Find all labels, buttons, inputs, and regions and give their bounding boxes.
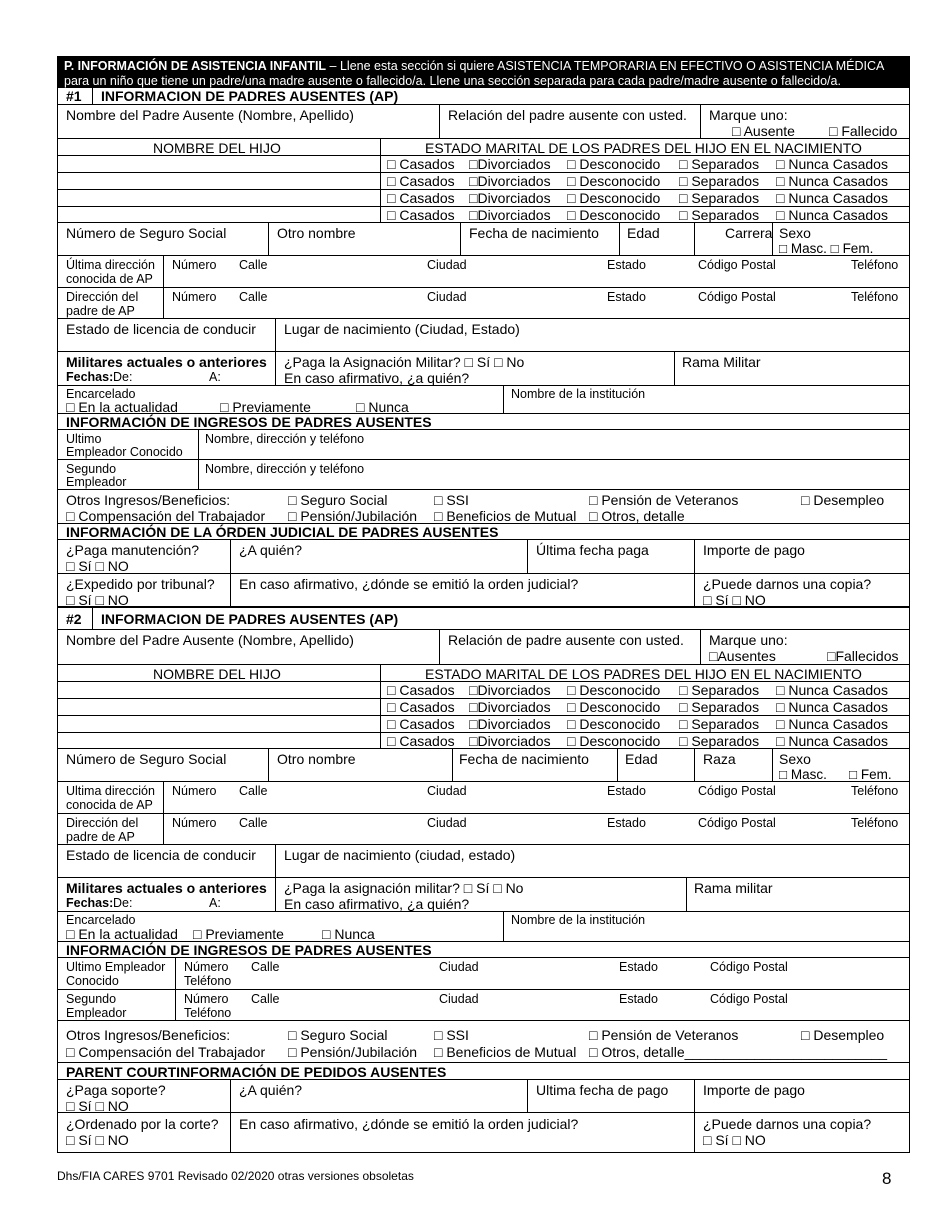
ap2-employer1-label: Ultimo Empleador	[66, 960, 166, 974]
ap1-other-name-label: Otro nombre	[277, 225, 356, 241]
ap2-court-title-row	[57, 1063, 910, 1080]
ap1-relation-label: Relación del padre ausente con usted.	[448, 107, 687, 123]
separados-checkbox[interactable]: □ Separados	[679, 156, 760, 172]
pension-checkbox[interactable]: □ Pensión/Jubilación	[288, 1044, 418, 1060]
street-label: Calle	[239, 784, 268, 798]
ap2-parent-address-row	[57, 814, 910, 845]
ap1-military-branch-label: Rama Militar	[682, 354, 761, 370]
desconocido-checkbox[interactable]: □ Desconocido	[567, 156, 661, 172]
unemployment-checkbox[interactable]: □ Desempleo	[801, 1027, 885, 1043]
ap2-name-row	[57, 630, 910, 665]
nunca-casados-checkbox[interactable]: □ Nunca Casados	[776, 699, 888, 715]
ap2-court-ordered-checkboxes[interactable]: □ Sí □ NO	[66, 1132, 129, 1148]
ap2-incarcerated-never-checkbox[interactable]: □ Nunca	[322, 926, 375, 942]
ap1-name-row	[57, 105, 910, 139]
ap1-payment-amount-label: Importe de pago	[703, 542, 805, 558]
ap1-dob-label: Fecha de nacimiento	[469, 225, 599, 241]
ap2-military-title: Militares actuales o anteriores	[66, 880, 267, 896]
ap1-incarcerated-now-checkbox[interactable]: □ En la actualidad	[66, 399, 178, 415]
desconocido-checkbox[interactable]: □ Desconocido	[567, 733, 661, 749]
ap2-military-allotment-question[interactable]: ¿Paga la asignación militar? □ Sí □ No	[284, 880, 524, 896]
casados-checkbox[interactable]: □ Casados	[387, 716, 455, 732]
ap1-employer2-row	[57, 460, 910, 490]
ap1-number: #1	[66, 88, 82, 104]
ap1-employer2-label-2: Empleador	[66, 475, 127, 489]
nunca-casados-checkbox[interactable]: □ Nunca Casados	[776, 173, 888, 189]
desconocido-checkbox[interactable]: □ Desconocido	[567, 699, 661, 715]
zip-label: Código Postal	[698, 784, 776, 798]
divorciados-checkbox[interactable]: □Divorciados	[469, 156, 551, 172]
ap2-employer1-row	[57, 958, 910, 990]
separados-checkbox[interactable]: □ Separados	[679, 173, 760, 189]
child-support-form	[57, 56, 910, 1153]
ap1-last-address-label: Última dirección	[66, 258, 155, 272]
mutual-benefits-checkbox[interactable]: □ Beneficios de Mutual	[434, 508, 577, 524]
zip-label: Código Postal	[698, 290, 776, 304]
separados-checkbox[interactable]: □ Separados	[679, 207, 760, 223]
ap1-marital-header: ESTADO MARITAL DE LOS PADRES DEL HIJO EN EL NACIMIENTO	[425, 140, 862, 156]
ap1-employer1-info-label: Nombre, dirección y teléfono	[205, 432, 365, 446]
ap1-income-title-row	[57, 414, 910, 430]
ap2-court-order-row	[57, 1113, 910, 1153]
section-title: P. INFORMACIÓN DE ASISTENCIA INFANTIL	[64, 59, 327, 73]
number-label: Número	[172, 784, 217, 798]
ap1-fallecido-checkbox[interactable]: □ Fallecido	[829, 123, 898, 139]
phone-label: Teléfono	[851, 290, 899, 304]
city-label: Ciudad	[427, 816, 467, 830]
ap1-children-table	[57, 139, 910, 223]
separados-checkbox[interactable]: □ Separados	[679, 733, 760, 749]
city-label: Ciudad	[427, 290, 467, 304]
ap2-military-branch-label: Rama militar	[694, 880, 773, 896]
ap1-parent-address-label-2: padre de AP	[66, 304, 135, 318]
ap1-other-income-row	[57, 490, 910, 524]
mutual-benefits-checkbox[interactable]: □ Beneficios de Mutual	[434, 1044, 577, 1060]
ap1-pays-support-checkboxes[interactable]: □ Sí □ NO	[66, 558, 129, 574]
page-number: 8	[882, 1169, 892, 1188]
ap2-employer1-label-2: Conocido	[66, 974, 119, 988]
ap1-incarcerated-never-checkbox[interactable]: □ Nunca	[356, 399, 409, 415]
ap1-employer1-label-2: Empleador Conocido	[66, 445, 183, 459]
divorciados-checkbox[interactable]: □Divorciados	[469, 190, 551, 206]
ap1-last-address-row	[57, 256, 910, 288]
ap1-employer2-info-label: Nombre, dirección y teléfono	[205, 462, 365, 476]
ap1-military-allotment-question[interactable]: ¿Paga la Asignación Militar? □ Sí □ No	[284, 354, 525, 370]
street-label: Calle	[251, 960, 280, 974]
ap2-children-table	[57, 665, 910, 749]
ap2-dob-label: Fecha de nacimiento	[459, 751, 589, 767]
social-security-checkbox[interactable]: □ Seguro Social	[288, 492, 388, 508]
workers-comp-checkbox[interactable]: □ Compensación del Trabajador	[66, 508, 266, 524]
ap1-incarcerated-previously-checkbox[interactable]: □ Previamente	[220, 399, 311, 415]
ap1-sex-checkboxes[interactable]: □ Masc. □ Fem.	[779, 241, 874, 256]
ap2-name-label: Nombre del Padre Ausente (Nombre, Apellido)	[66, 632, 354, 648]
ap1-institution-label: Nombre de la institución	[511, 387, 646, 401]
ap2-to-whom-label: ¿A quién?	[239, 1082, 303, 1098]
ap1-other-income-label: Otros Ingresos/Beneficios:	[66, 492, 231, 508]
casados-checkbox[interactable]: □ Casados	[387, 207, 455, 223]
ap1-incarcerated-label: Encarcelado	[66, 387, 136, 401]
ap2-pays-support-label: ¿Paga soporte?	[66, 1082, 166, 1098]
ssi-checkbox[interactable]: □ SSI	[434, 1027, 469, 1043]
casados-checkbox[interactable]: □ Casados	[387, 682, 455, 698]
ap1-race-label: Carrera	[725, 225, 773, 241]
ap2-copy-label: ¿Puede darnos una copia?	[703, 1116, 872, 1132]
ap2-number: #2	[66, 611, 82, 627]
ap2-incarcerated-row	[57, 912, 910, 942]
zip-label: Código Postal	[710, 960, 788, 974]
ap1-to-whom-label: ¿A quién?	[239, 542, 303, 558]
ap1-copy-checkboxes[interactable]: □ Sí □ NO	[703, 592, 766, 608]
ap2-relation-label: Relación de padre ausente con usted.	[448, 632, 684, 648]
dates-label: Fechas:	[66, 896, 114, 910]
ap1-court-title: INFORMACIÓN DE LA ÓRDEN JUDICIAL DE PADRES AUSENTES	[66, 524, 499, 540]
casados-checkbox[interactable]: □ Casados	[387, 190, 455, 206]
social-security-checkbox[interactable]: □ Seguro Social	[288, 1027, 388, 1043]
unemployment-checkbox[interactable]: □ Desempleo	[801, 492, 885, 508]
desconocido-checkbox[interactable]: □ Desconocido	[567, 173, 661, 189]
number-label: Número	[184, 960, 229, 974]
ap2-ausente-checkbox[interactable]: □Ausentes	[709, 648, 776, 664]
ap2-ssn-label: Número de Seguro Social	[66, 751, 227, 767]
nunca-casados-checkbox[interactable]: □ Nunca Casados	[776, 207, 888, 223]
casados-checkbox[interactable]: □ Casados	[387, 173, 455, 189]
ap1-name-label: Nombre del Padre Ausente (Nombre, Apellido)	[66, 107, 354, 123]
separados-checkbox[interactable]: □ Separados	[679, 190, 760, 206]
phone-label: Teléfono	[851, 784, 899, 798]
ap1-court-issued-checkboxes[interactable]: □ Sí □ NO	[66, 592, 129, 608]
ap1-child-name-header: NOMBRE DEL HIJO	[153, 140, 281, 156]
ap1-employer2-label: Segundo	[66, 462, 117, 476]
desconocido-checkbox[interactable]: □ Desconocido	[567, 716, 661, 732]
pension-checkbox[interactable]: □ Pensión/Jubilación	[288, 508, 418, 524]
zip-label: Código Postal	[698, 816, 776, 830]
ap2-pays-support-checkboxes[interactable]: □ Sí □ NO	[66, 1098, 129, 1114]
divorciados-checkbox[interactable]: □Divorciados	[469, 173, 551, 189]
casados-checkbox[interactable]: □ Casados	[387, 699, 455, 715]
ap2-title: INFORMACION DE PADRES AUSENTES (AP)	[101, 611, 399, 627]
phone-label: Teléfono	[851, 258, 899, 272]
divorciados-checkbox[interactable]: □Divorciados	[469, 699, 551, 715]
city-label: Ciudad	[439, 992, 479, 1006]
dates-label: Fechas:	[66, 370, 114, 384]
number-label: Número	[172, 290, 217, 304]
nunca-casados-checkbox[interactable]: □ Nunca Casados	[776, 190, 888, 206]
state-label: Estado	[607, 784, 646, 798]
street-label: Calle	[251, 992, 280, 1006]
ap2-license-row	[57, 845, 910, 878]
section-header	[57, 56, 910, 88]
ap2-support-payment-row	[57, 1080, 910, 1113]
ap1-title: INFORMACION DE PADRES AUSENTES (AP)	[101, 88, 399, 104]
casados-checkbox[interactable]: □ Casados	[387, 733, 455, 749]
veterans-pension-checkbox[interactable]: □ Pensión de Veteranos	[589, 1027, 739, 1043]
ap1-court-where-label: En caso afirmativo, ¿dónde se emitió la orden judicial?	[239, 576, 579, 592]
divorciados-checkbox[interactable]: □Divorciados	[469, 733, 551, 749]
ap2-male-checkbox[interactable]: □ Masc.	[779, 767, 827, 782]
ap2-copy-checkboxes[interactable]: □ Sí □ NO	[703, 1132, 766, 1148]
state-label: Estado	[607, 816, 646, 830]
ap2-birthplace-label: Lugar de nacimiento (ciudad, estado)	[284, 847, 516, 863]
street-label: Calle	[239, 290, 268, 304]
ap2-title-row	[57, 608, 910, 630]
ap1-employer1-label: Ultimo	[66, 432, 102, 446]
other-income-checkbox[interactable]: □ Otros, detalle__________________________	[589, 508, 888, 524]
ap1-license-label: Estado de licencia de conducir	[66, 321, 256, 337]
ap2-other-income-label: Otros Ingresos/Beneficios:	[66, 1027, 231, 1043]
ap2-ssn-row	[57, 749, 910, 782]
separados-checkbox[interactable]: □ Separados	[679, 699, 760, 715]
ap2-race-label: Raza	[703, 751, 736, 767]
casados-checkbox[interactable]: □ Casados	[387, 156, 455, 172]
veterans-pension-checkbox[interactable]: □ Pensión de Veteranos	[589, 492, 739, 508]
ap2-payment-amount-label: Importe de pago	[703, 1082, 805, 1098]
phone-label: Teléfono	[184, 974, 232, 988]
state-label: Estado	[607, 258, 646, 272]
desconocido-checkbox[interactable]: □ Desconocido	[567, 682, 661, 698]
ap1-birthplace-label: Lugar de nacimiento (Ciudad, Estado)	[284, 321, 520, 337]
section-instructions-line2: para un niño que tiene un padre/una madre ausente o fallecido/a. Llene una sección separada para cada padre/madre ausente o fallecido/a.	[64, 74, 841, 88]
ap1-last-address-label-2: conocida de AP	[66, 272, 153, 286]
workers-comp-checkbox[interactable]: □ Compensación del Trabajador	[66, 1044, 266, 1060]
number-label: Número	[184, 992, 229, 1006]
ap2-income-title: INFORMACIÓN DE INGRESOS DE PADRES AUSENTES	[66, 942, 432, 958]
to-label: A:	[209, 370, 221, 384]
ap1-court-order-row	[57, 574, 910, 608]
ap2-age-label: Edad	[625, 751, 658, 767]
ap1-age-label: Edad	[627, 225, 660, 241]
ap2-sex-label: Sexo	[779, 751, 811, 767]
ssi-checkbox[interactable]: □ SSI	[434, 492, 469, 508]
from-label: De:	[113, 896, 133, 910]
ap2-female-checkbox[interactable]: □ Fem.	[849, 767, 892, 782]
street-label: Calle	[239, 816, 268, 830]
nunca-casados-checkbox[interactable]: □ Nunca Casados	[776, 716, 888, 732]
state-label: Estado	[619, 992, 658, 1006]
ap2-employer2-row	[57, 990, 910, 1021]
ap1-court-issued-label: ¿Expedido por tribunal?	[66, 576, 215, 592]
nunca-casados-checkbox[interactable]: □ Nunca Casados	[776, 156, 888, 172]
phone-label: Teléfono	[184, 1006, 232, 1020]
ap2-marital-header: ESTADO MARITAL DE LOS PADRES DEL HIJO EN EL NACIMIENTO	[425, 666, 862, 682]
separados-checkbox[interactable]: □ Separados	[679, 682, 760, 698]
form-footer: Dhs/FIA CARES 9701 Revisado 02/2020 otras versiones obsoletas	[57, 1169, 414, 1183]
ap1-copy-label: ¿Puede darnos una copia?	[703, 576, 872, 592]
from-label: De:	[113, 370, 133, 384]
ap1-military-to-whom: En caso afirmativo, ¿a quién?	[284, 370, 470, 386]
ap2-last-address-label-2: conocida de AP	[66, 798, 153, 812]
nunca-casados-checkbox[interactable]: □ Nunca Casados	[776, 733, 888, 749]
ap2-other-income-row	[57, 1021, 910, 1063]
divorciados-checkbox[interactable]: □Divorciados	[469, 682, 551, 698]
section-instructions: – Llene esta sección si quiere ASISTENCIA TEMPORARIA EN EFECTIVO O ASISTENCIA MÉDICA	[326, 59, 885, 73]
ap1-employer1-row	[57, 430, 910, 460]
ap2-incarcerated-previously-checkbox[interactable]: □ Previamente	[193, 926, 284, 942]
ap2-child-name-header: NOMBRE DEL HIJO	[153, 666, 281, 682]
ap2-last-paid-label: Ultima fecha de pago	[536, 1082, 669, 1098]
ap2-court-title: PARENT COURTINFORMACIÓN DE PEDIDOS AUSENTES	[66, 1064, 447, 1080]
ap1-ausente-checkbox[interactable]: □ Ausente	[732, 123, 795, 139]
ap2-parent-address-label: Dirección del	[66, 816, 139, 830]
divorciados-checkbox[interactable]: □Divorciados	[469, 207, 551, 223]
number-label: Número	[172, 258, 217, 272]
state-label: Estado	[607, 290, 646, 304]
ap1-court-title-row	[57, 524, 910, 540]
nunca-casados-checkbox[interactable]: □ Nunca Casados	[776, 682, 888, 698]
to-label: A:	[209, 896, 221, 910]
ap1-license-row	[57, 319, 910, 352]
ap2-last-address-label: Ultima dirección	[66, 784, 155, 798]
ap1-support-payment-row	[57, 540, 910, 574]
separados-checkbox[interactable]: □ Separados	[679, 716, 760, 732]
ap1-military-title: Militares actuales o anteriores	[66, 354, 267, 370]
ap1-ssn-label: Número de Seguro Social	[66, 225, 227, 241]
ap2-incarcerated-now-checkbox[interactable]: □ En la actualidad	[66, 926, 178, 942]
ap1-ssn-row	[57, 223, 910, 256]
ap2-other-name-label: Otro nombre	[277, 751, 356, 767]
ap2-incarcerated-label: Encarcelado	[66, 913, 136, 927]
ap2-fallecido-checkbox[interactable]: □Fallecidos	[827, 648, 899, 664]
ap1-title-row	[57, 88, 910, 105]
zip-label: Código Postal	[710, 992, 788, 1006]
ap2-employer2-label-2: Empleador	[66, 1006, 127, 1020]
zip-label: Código Postal	[698, 258, 776, 272]
ap1-parent-address-row	[57, 288, 910, 319]
desconocido-checkbox[interactable]: □ Desconocido	[567, 190, 661, 206]
state-label: Estado	[619, 960, 658, 974]
divorciados-checkbox[interactable]: □Divorciados	[469, 716, 551, 732]
ap1-last-paid-label: Última fecha paga	[536, 542, 649, 558]
ap2-marque-label: Marque uno:	[709, 632, 788, 648]
phone-label: Teléfono	[851, 816, 899, 830]
ap2-institution-label: Nombre de la institución	[511, 913, 646, 927]
other-income-checkbox[interactable]: □ Otros, detalle__________________________	[589, 1044, 888, 1060]
ap2-military-to-whom: En caso afirmativo, ¿a quién?	[284, 896, 470, 912]
city-label: Ciudad	[439, 960, 479, 974]
number-label: Número	[172, 816, 217, 830]
ap1-military-row	[57, 352, 910, 386]
desconocido-checkbox[interactable]: □ Desconocido	[567, 207, 661, 223]
street-label: Calle	[239, 258, 268, 272]
ap1-incarcerated-row	[57, 386, 910, 414]
ap2-military-row	[57, 878, 910, 912]
ap2-employer2-label: Segundo	[66, 992, 117, 1006]
city-label: Ciudad	[427, 784, 467, 798]
ap2-license-label: Estado de licencia de conducir	[66, 847, 256, 863]
ap1-income-title: INFORMACIÓN DE INGRESOS DE PADRES AUSENTES	[66, 414, 432, 430]
ap1-marque-label: Marque uno:	[709, 107, 788, 123]
ap1-pays-support-label: ¿Paga manutención?	[66, 542, 200, 558]
ap2-income-title-row	[57, 942, 910, 958]
ap2-parent-address-label-2: padre de AP	[66, 830, 135, 844]
ap2-last-address-row	[57, 782, 910, 814]
ap1-sex-label: Sexo	[779, 225, 811, 241]
city-label: Ciudad	[427, 258, 467, 272]
ap2-court-ordered-label: ¿Ordenado por la corte?	[66, 1116, 219, 1132]
ap1-parent-address-label: Dirección del	[66, 290, 139, 304]
ap2-court-where-label: En caso afirmativo, ¿dónde se emitió la orden judicial?	[239, 1116, 579, 1132]
